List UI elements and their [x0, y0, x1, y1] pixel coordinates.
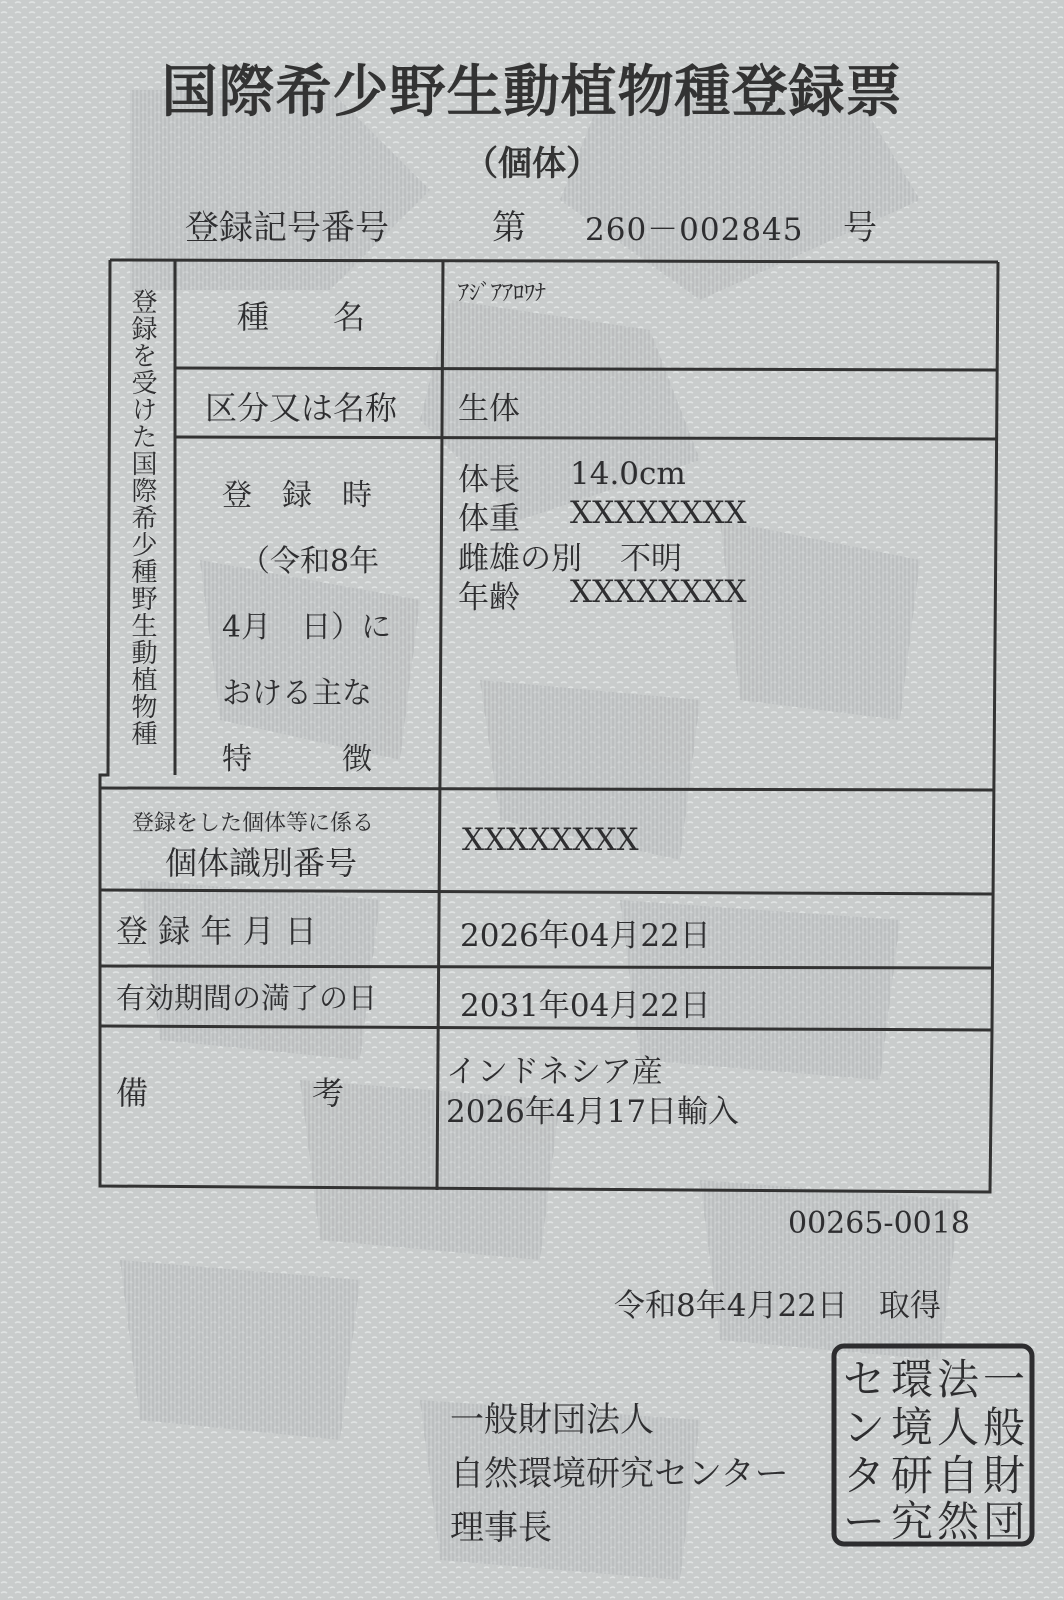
remarks-line-1: インドネシア産	[446, 1054, 663, 1090]
features-label-line-3: 4月 日）に	[222, 610, 392, 645]
identifier-value: XXXXXXXX	[462, 822, 639, 858]
features-label-line-2: （令和8年	[240, 544, 380, 579]
category-label: 区分又は名称	[205, 389, 398, 427]
document-title: 国際希少野生動植物種登録票	[161, 59, 903, 125]
feature-length-key: 体長	[458, 462, 520, 498]
feature-age-key: 年齢	[458, 580, 520, 616]
side-vertical-label-text: 登録を受けた国際希少種野生動植物種	[127, 287, 157, 747]
feature-length-value: 14.0cm	[570, 456, 686, 492]
feature-weight-value: XXXXXXXX	[570, 495, 747, 531]
identifier-label-small: 登録をした個体等に係る	[132, 811, 375, 836]
svg-text:法: 法	[936, 1355, 980, 1404]
svg-text:ー: ー	[842, 1497, 886, 1546]
svg-text:研: 研	[890, 1451, 934, 1500]
remarks-label-left: 備	[116, 1074, 149, 1112]
official-seal	[828, 1340, 1038, 1550]
acquired-date: 令和8年4月22日 取得	[614, 1288, 941, 1324]
svg-text:セ: セ	[842, 1355, 886, 1404]
feature-sex-key: 雌雄の別	[458, 541, 582, 577]
expiry-date-label: 有効期間の満了の日	[116, 981, 378, 1015]
svg-text:一: 一	[982, 1355, 1026, 1404]
category-value: 生体	[458, 391, 520, 427]
expiry-date-value: 2031年04月22日	[460, 988, 711, 1024]
svg-text:究: 究	[890, 1497, 934, 1546]
svg-text:環: 環	[890, 1355, 934, 1404]
identifier-label: 個体識別番号	[165, 844, 358, 882]
features-label-line-1: 登 録 時	[222, 478, 372, 513]
registration-date-value: 2026年04月22日	[460, 918, 711, 954]
svg-text:団: 団	[982, 1497, 1026, 1546]
species-name-value: ｱｼﾞｱｱﾛﾜﾅ	[458, 281, 547, 306]
svg-text:タ: タ	[842, 1451, 886, 1500]
svg-text:自: 自	[936, 1451, 980, 1500]
document-subtitle: （個体）	[464, 144, 600, 184]
registration-number-label: 登録記号番号	[185, 208, 389, 248]
svg-text:ン: ン	[842, 1403, 886, 1452]
svg-text:人: 人	[936, 1403, 980, 1452]
serial-number: 00265-0018	[788, 1206, 970, 1241]
features-label-line-5: 特 徴	[222, 742, 372, 777]
feature-sex-value: 不明	[620, 541, 682, 577]
svg-text:財: 財	[982, 1451, 1026, 1500]
svg-text:境: 境	[890, 1403, 934, 1452]
remarks-label-right: 考	[312, 1074, 345, 1112]
features-label-line-4: おける主な	[222, 676, 372, 711]
svg-text:般: 般	[982, 1403, 1026, 1452]
registration-number: 260－002845	[585, 212, 804, 248]
issuer-line-1: 一般財団法人	[450, 1400, 654, 1440]
feature-weight-key: 体重	[458, 501, 520, 537]
remarks-line-2: 2026年4月17日輸入	[446, 1094, 740, 1130]
issuer-line-3: 理事長	[450, 1508, 552, 1548]
registration-date-label: 登 録 年 月 日	[116, 912, 317, 950]
issuer-line-2: 自然環境研究センター	[450, 1454, 789, 1494]
side-vertical-label	[112, 262, 172, 772]
feature-age-value: XXXXXXXX	[570, 574, 747, 610]
registration-number-suffix: 号	[843, 208, 877, 248]
svg-text:然: 然	[936, 1497, 980, 1546]
species-name-label: 種 名	[237, 298, 366, 336]
registration-number-prefix: 第	[492, 208, 526, 248]
